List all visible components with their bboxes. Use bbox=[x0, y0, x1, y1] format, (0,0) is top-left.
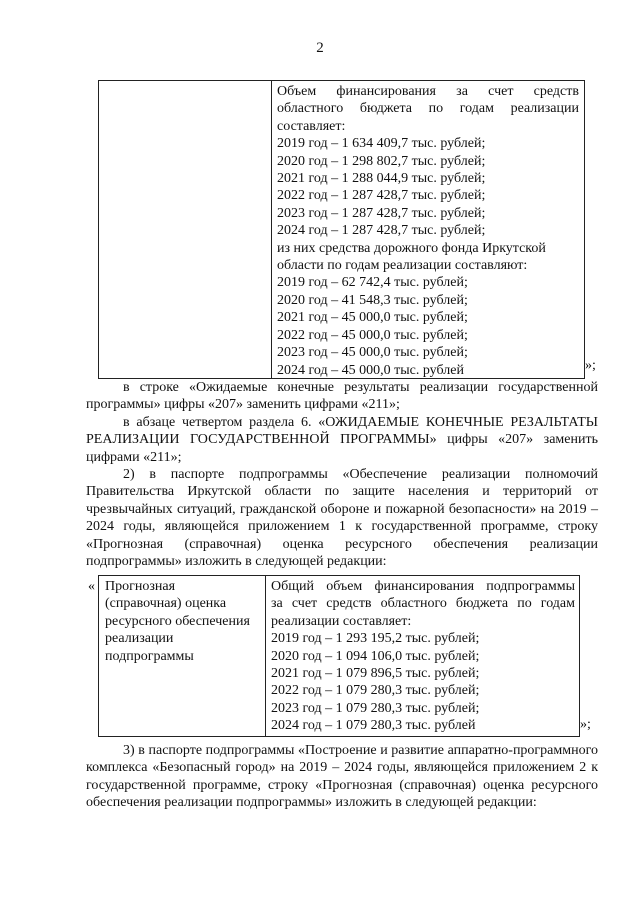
table-line: ресурсного обеспечения bbox=[105, 613, 250, 629]
closing-quote-mark: »; bbox=[585, 358, 596, 373]
table-left-cell-text bbox=[105, 578, 265, 665]
table-line: 2024 год – 1 079 280,3 тыс. рублей bbox=[271, 718, 476, 734]
table-line: Объем финансирования за счет средств bbox=[277, 84, 579, 99]
amendment-text-block-b bbox=[86, 742, 598, 812]
table-right-cell bbox=[271, 578, 575, 735]
table-line: 2023 год – 45 000,0 тыс. рублей; bbox=[277, 345, 468, 361]
table-line: реализации bbox=[105, 631, 174, 647]
table-line: реализации составляет: bbox=[271, 613, 412, 629]
table-line: 2022 год – 1 287 428,7 тыс. рублей; bbox=[277, 188, 486, 204]
table-line: 2021 год – 1 288 044,9 тыс. рублей; bbox=[277, 171, 486, 187]
table-line: 2019 год – 1 293 195,2 тыс. рублей; bbox=[271, 631, 480, 647]
table-line: Прогнозная bbox=[105, 579, 176, 594]
table-line: 2019 год – 62 742,4 тыс. рублей; bbox=[277, 275, 468, 291]
table-line: (справочная) оценка bbox=[105, 596, 227, 612]
paragraph: 3) в паспорте подпрограммы «Построение и развитие аппаратно-программного комплекса «Безопасный город» на 2019 – 2024 годы, являющейся приложением 2 к государственной программе, строку «Прогнозная (справочная) оценка ресурсного обеспечения реализации подпрограммы» изложить в следующей редакции: bbox=[86, 743, 598, 811]
table-line: области по годам реализации составляют: bbox=[277, 258, 528, 274]
table-line: Общий объем финансирования подпрограммы bbox=[271, 579, 575, 594]
table-left-cell bbox=[99, 576, 266, 736]
table-line: 2021 год – 45 000,0 тыс. рублей; bbox=[277, 310, 468, 326]
closing-quote-mark: »; bbox=[580, 717, 591, 732]
paragraph: 2) в паспорте подпрограммы «Обеспечение реализации полномочий Правительства Иркутской области по защите населения и территорий от чрезвычайных ситуаций, гражданской обороне и пожарной безопасности» на 2019 – 2024 годы, являющейся приложением 1 к государственной программе, строку «Прогнозная (справочная) оценка ресурсного обеспечения реализации подпрограммы» изложить в следующей редакции: bbox=[86, 467, 598, 570]
table-line: за счет средств областного бюджета по годам bbox=[271, 596, 575, 612]
table-line: 2022 год – 45 000,0 тыс. рублей; bbox=[277, 327, 468, 343]
table-line: 2020 год – 1 298 802,7 тыс. рублей; bbox=[277, 153, 486, 169]
table-line: составляет: bbox=[277, 118, 346, 134]
page-number: 2 bbox=[316, 40, 324, 56]
table-line: 2024 год – 1 287 428,7 тыс. рублей; bbox=[277, 223, 486, 239]
table-right-cell bbox=[277, 83, 579, 379]
amendment-text-block-a bbox=[86, 379, 598, 570]
table-left-cell-empty bbox=[99, 81, 272, 378]
table-line: 2020 год – 1 094 106,0 тыс. рублей; bbox=[271, 648, 480, 664]
table-line: 2024 год – 45 000,0 тыс. рублей bbox=[277, 362, 464, 378]
paragraph: в абзаце четвертом раздела 6. «ОЖИДАЕМЫЕ КОНЕЧНЫЕ РЕЗАЛЬТАТЫ РЕАЛИЗАЦИИ ГОСУДАРСТВЕННОЙ ПРОГРАММЫ» цифры «207» заменить цифрами «211»; bbox=[86, 414, 598, 465]
opening-quote-mark: « bbox=[88, 579, 95, 594]
table-line: 2019 год – 1 634 409,7 тыс. рублей; bbox=[277, 136, 486, 152]
table-line: 2023 год – 1 079 280,3 тыс. рублей; bbox=[271, 700, 480, 716]
table-line: 2022 год – 1 079 280,3 тыс. рублей; bbox=[271, 683, 480, 699]
table-line: областного бюджета по годам реализации bbox=[277, 101, 579, 117]
table-line: из них средства дорожного фонда Иркутской bbox=[277, 240, 546, 256]
table-line: 2023 год – 1 287 428,7 тыс. рублей; bbox=[277, 205, 486, 221]
table-line: подпрограммы bbox=[105, 648, 194, 664]
financing-table-state-program bbox=[98, 80, 585, 379]
table-line: 2020 год – 41 548,3 тыс. рублей; bbox=[277, 292, 468, 308]
financing-table-subprogram bbox=[98, 575, 580, 737]
paragraph: в строке «Ожидаемые конечные результаты реализации государственной программы» цифры «207» заменить цифрами «211»; bbox=[86, 380, 598, 413]
table-line: 2021 год – 1 079 896,5 тыс. рублей; bbox=[271, 666, 480, 682]
